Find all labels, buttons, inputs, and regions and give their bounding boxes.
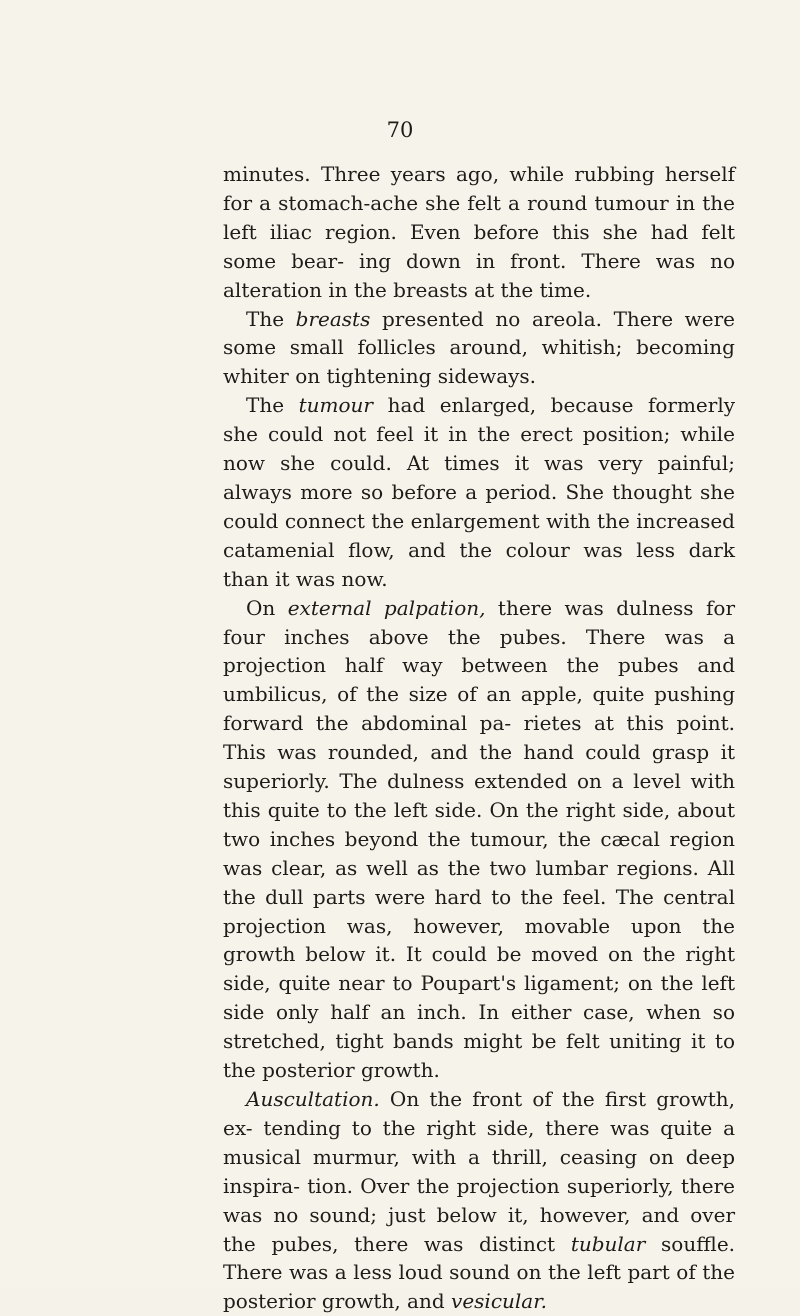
paragraph-5 xyxy=(223,1085,735,1316)
paragraph-2 xyxy=(223,305,735,392)
paragraph-4-text: there was dulness for four inches above the pubes. There was a projection half way between the pubes and umbilicus, of the size of an apple, quite pushing forward the abdominal pa- rietes at this point. This was rounded, and the hand could grasp it superiorly. The dulness extended on a level with this quite to the left side. On the right side, about two inches beyond the tumour, the cæcal region was clear, as well as the two lumbar regions. All the dull parts were hard to the feel. The central projection was, however, movable upon the growth below it. It could be moved on the right side, quite near to Poupart's ligament; on the left side only half an inch. In either case, when so stretched, tight bands might be felt uniting it to the posterior growth. xyxy=(223,595,735,1083)
paragraph-3-text: had enlarged, because formerly she could not feel it in the erect position; while now she could. At times it was very painful; always more so before a period. She thought she could connect the enlargement with the increased catamenial flow, and the colour was less dark than it was now. xyxy=(223,393,736,591)
paragraph-5-text2: souffle. There was a less loud sound on the left part of the posterior growth, and xyxy=(223,1231,736,1314)
paragraph-3-term: tumour xyxy=(298,393,373,418)
paragraph-1 xyxy=(223,160,735,305)
paragraph-5-term2: tubular xyxy=(570,1231,646,1256)
paragraph-5-term3: vesicular. xyxy=(451,1289,547,1314)
paragraph-2-lead: The xyxy=(246,306,285,331)
paragraph-1-text: minutes. Three years ago, while rubbing herself for a stomach-ache she felt a round tumour in the left iliac region. Even before this she had felt some bear- ing down in front. There was no alteration in the breasts at the time. xyxy=(223,162,735,302)
paragraph-5-term: Auscultation. xyxy=(246,1087,380,1111)
paragraph-2-text: presented no areola. There were some small follicles around, whitish; becoming whiter on tightening sideways. xyxy=(223,306,735,389)
paragraph-3 xyxy=(223,391,735,593)
paragraph-4-term: external palpation, xyxy=(287,595,486,620)
body-text xyxy=(223,160,735,1316)
paragraph-2-term: breasts xyxy=(295,306,371,331)
paragraph-5-text: On the front of the first growth, ex- tending to the right side, there was quite a musical murmur, with a thrill, ceasing on deep inspira- tion. Over the projection superiorly, there was no sound; just below it, however, and over the pubes, there was distinct xyxy=(223,1087,736,1256)
paragraph-4-lead: On xyxy=(246,595,276,620)
page-number: 70 xyxy=(386,118,414,142)
paragraph-4 xyxy=(223,594,735,1085)
paragraph-3-lead: The xyxy=(246,393,285,418)
